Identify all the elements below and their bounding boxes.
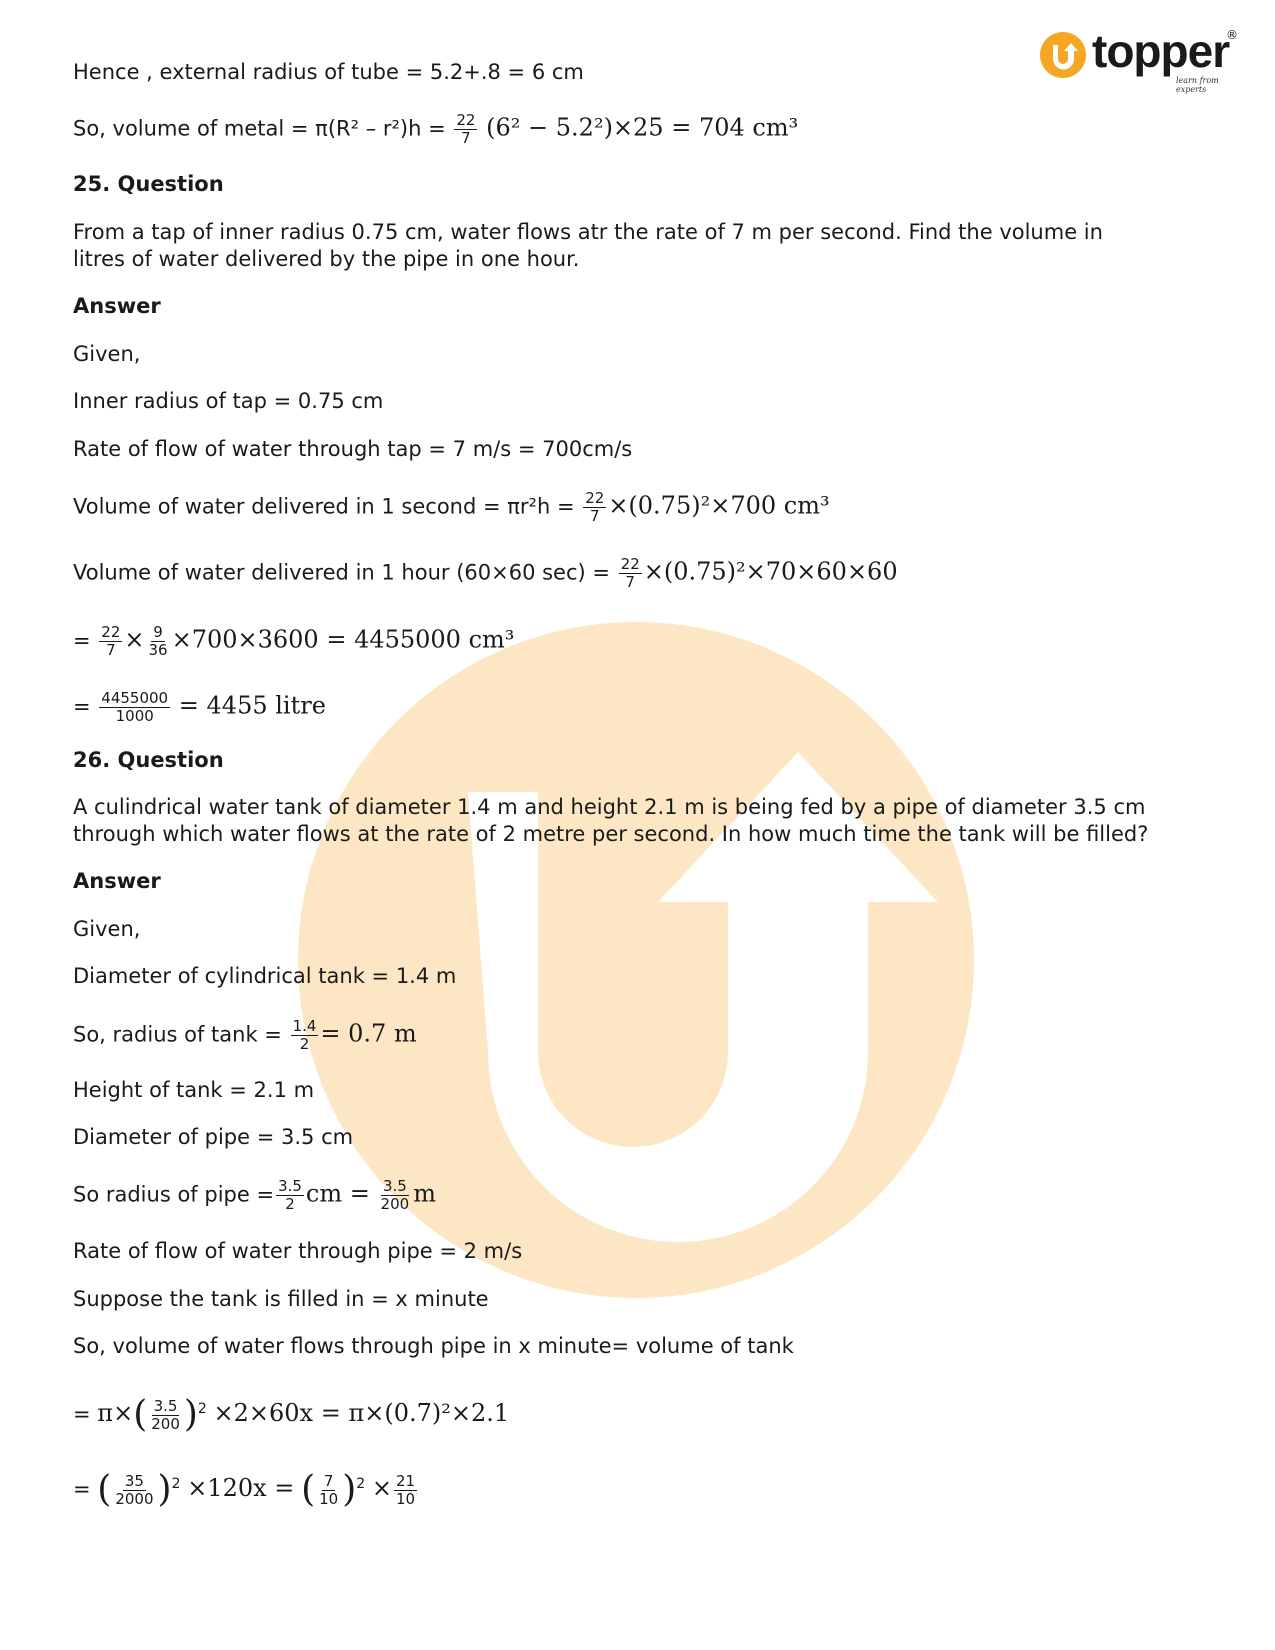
text-line: Inner radius of tap = 0.75 cm — [73, 389, 384, 413]
text-line: Diameter of cylindrical tank = 1.4 m — [73, 964, 457, 988]
fraction: $\frac{22}{7}$ — [456, 111, 476, 147]
equals-sign: = — [73, 1477, 91, 1501]
formula-line — [73, 556, 898, 591]
formula-text: So, radius of tank = — [73, 1022, 289, 1047]
formula-math: = 0.7 m — [320, 1019, 417, 1048]
text-line: Height of tank = 2.1 m — [73, 1078, 315, 1102]
topper-logo — [1040, 25, 1240, 94]
fraction: $\frac{21}{10}$ — [395, 1471, 416, 1508]
text-line: Suppose the tank is filled in = x minute — [73, 1287, 489, 1311]
equals-sign: = — [73, 694, 91, 719]
formula-math: ×(0.75)²×700 cm³ — [608, 491, 830, 520]
brand-name: topper — [1092, 25, 1230, 77]
fraction: $\frac{35}{2000}$ — [115, 1471, 154, 1508]
formula-line — [73, 112, 798, 147]
text-line: Given, — [73, 917, 141, 941]
fraction: $\frac{7}{10}$ — [319, 1471, 339, 1508]
formula-line — [73, 490, 830, 525]
formula-math: (6² − 5.2²)×25 = 704 cm³ — [486, 113, 799, 142]
formula-text: So, volume of metal = π(R² – r²)h = — [73, 116, 453, 141]
formula-math: = 4455 litre — [178, 691, 326, 720]
open-paren: ( — [97, 1469, 112, 1510]
question-text: A culindrical water tank of diameter 1.4 m and height 2.1 m is being fed by a pipe of diameter 3.5 cm — [73, 795, 1146, 819]
formula-math: ×(0.75)²×70×60×60 — [643, 557, 898, 586]
text-line: Rate of flow of water through pipe = 2 m/s — [73, 1239, 523, 1263]
formula-line — [73, 1018, 417, 1053]
exponent: 2 — [356, 1476, 366, 1492]
exponent: 2 — [171, 1476, 181, 1492]
topper-logo-icon — [1040, 32, 1086, 78]
text-line: Hence , external radius of tube = 5.2+.8 = 6 cm — [73, 60, 584, 84]
fraction: $\frac{3.5}{200}$ — [380, 1177, 410, 1213]
fraction: $\frac{4455000}{1000}$ — [101, 689, 169, 725]
formula-text: Volume of water delivered in 1 second = πr²h = — [73, 494, 582, 519]
exponent: 2 — [197, 1401, 207, 1417]
formula-math: cm = — [305, 1179, 370, 1208]
fraction: $\frac{22}{7}$ — [101, 623, 121, 659]
close-paren: ) — [157, 1469, 172, 1510]
formula-math: π× — [97, 1399, 134, 1427]
formula-line — [73, 624, 514, 659]
answer-heading: Answer — [73, 294, 161, 318]
open-paren: ( — [133, 1394, 148, 1435]
question-heading: 26. Question — [73, 748, 224, 772]
times-sign: × — [124, 625, 145, 654]
formula-math: ×700×3600 = 4455000 cm³ — [171, 625, 515, 654]
brand-tagline: learn from experts — [1176, 76, 1219, 94]
fraction: $\frac{9}{36}$ — [148, 623, 168, 659]
question-text: From a tap of inner radius 0.75 cm, water flows atr the rate of 7 m per second. Find the volume in — [73, 220, 1103, 244]
equals-sign: = — [73, 1402, 91, 1426]
answer-heading: Answer — [73, 869, 161, 893]
equals-sign: = — [73, 628, 91, 653]
formula-math: × — [371, 1474, 392, 1502]
fraction: $\frac{22}{7}$ — [620, 555, 640, 591]
formula-math: m — [413, 1179, 436, 1208]
formula-line — [73, 1470, 419, 1508]
close-paren: ) — [183, 1394, 198, 1435]
fraction: $\frac{1.4}{2}$ — [292, 1017, 317, 1053]
fraction: $\frac{22}{7}$ — [585, 489, 605, 525]
text-line: Rate of flow of water through tap = 7 m/s = 700cm/s — [73, 437, 633, 461]
text-line: Diameter of pipe = 3.5 cm — [73, 1125, 354, 1149]
question-text: through which water flows at the rate of 2 metre per second. In how much time the tank will be filled? — [73, 822, 1149, 846]
formula-text: Volume of water delivered in 1 hour (60×60 sec) = — [73, 560, 617, 585]
fraction: $\frac{3.5}{200}$ — [151, 1396, 180, 1433]
text-line: So, volume of water flows through pipe in x minute= volume of tank — [73, 1334, 794, 1358]
formula-text: So radius of pipe = — [73, 1182, 275, 1207]
formula-line — [73, 1178, 436, 1213]
question-heading: 25. Question — [73, 172, 224, 196]
open-paren: ( — [301, 1469, 316, 1510]
formula-math: ×2×60x = π×(0.7)²×2.1 — [213, 1399, 510, 1427]
formula-line — [73, 1395, 509, 1433]
registered-mark: ® — [1226, 28, 1238, 42]
close-paren: ) — [342, 1469, 357, 1510]
formula-line — [73, 690, 326, 725]
text-line: Given, — [73, 342, 141, 366]
formula-math: ×120x = — [187, 1474, 295, 1502]
question-text: litres of water delivered by the pipe in one hour. — [73, 247, 580, 271]
fraction: $\frac{3.5}{2}$ — [278, 1177, 302, 1213]
